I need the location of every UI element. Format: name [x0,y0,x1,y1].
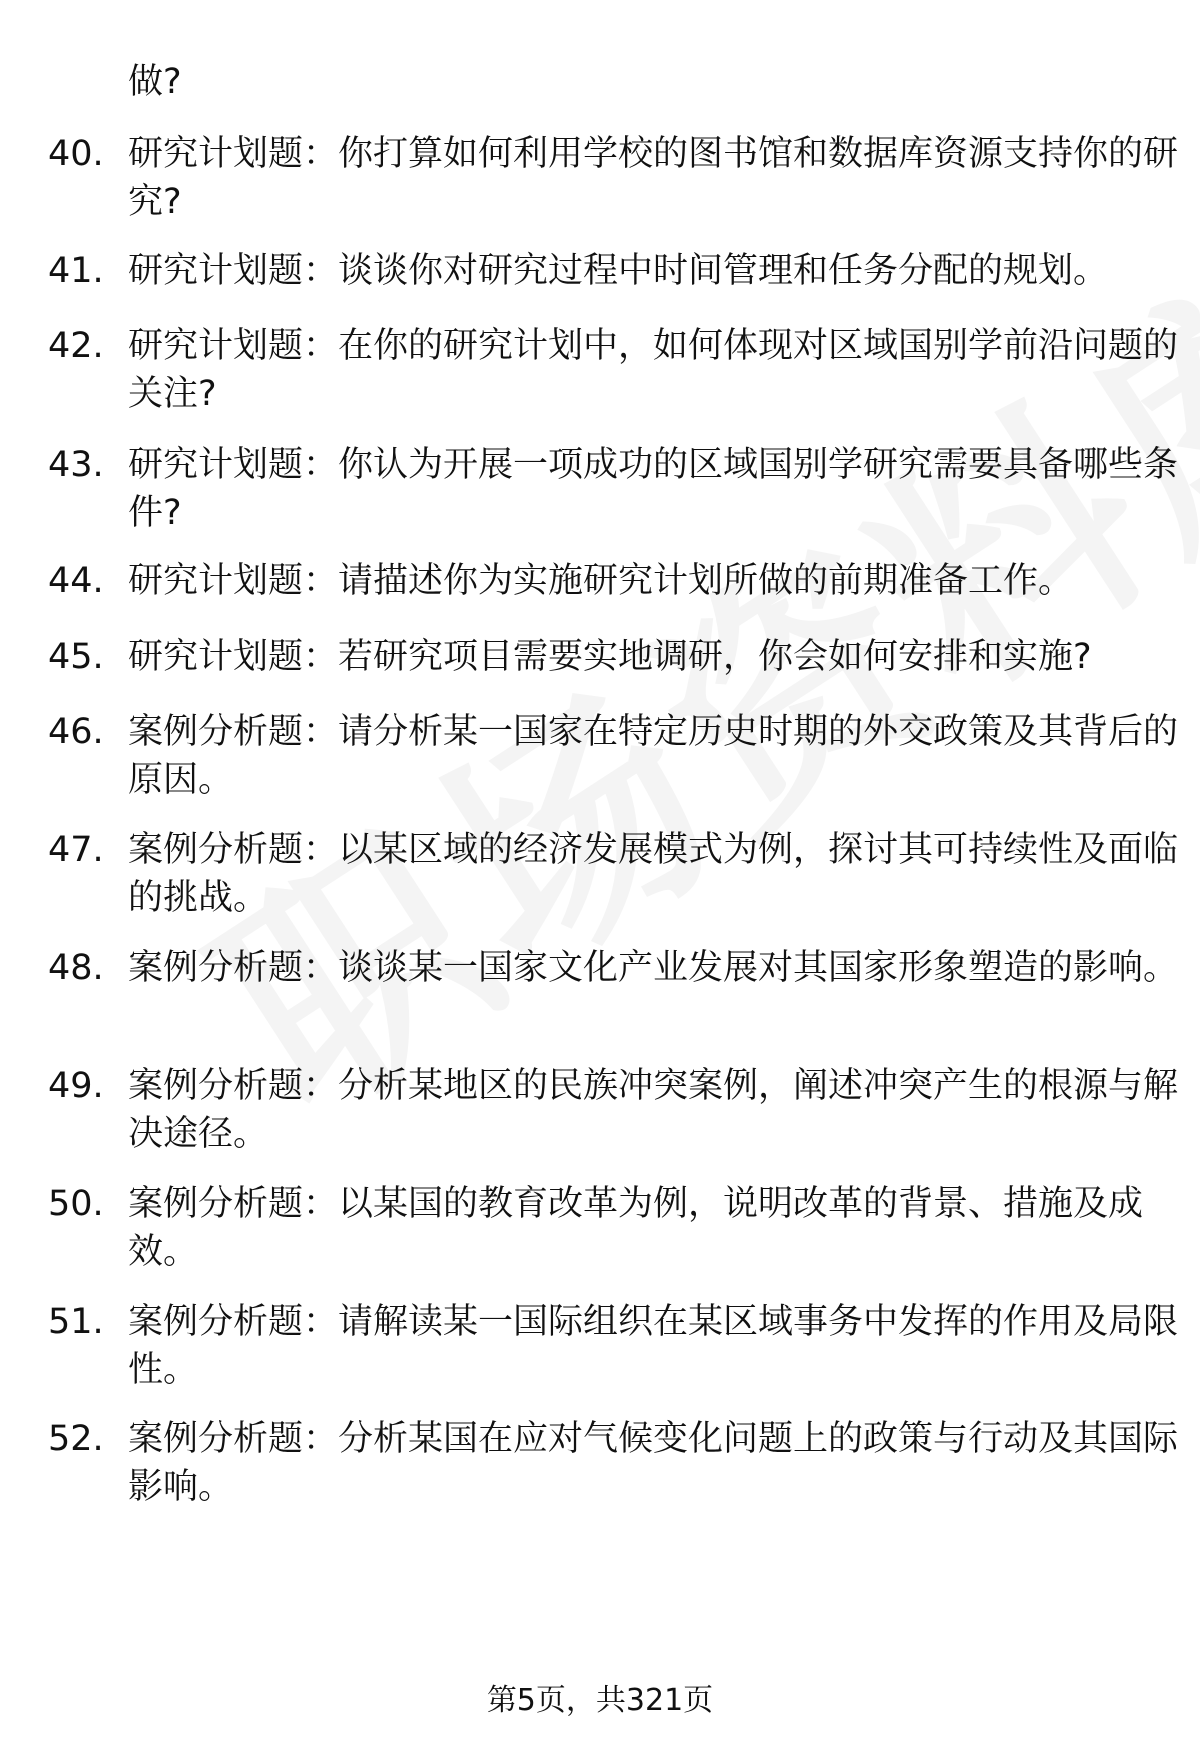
item-number: 52. [48,1419,104,1459]
item-text: 研究计划题：请描述你为实施研究计划所做的前期准备工作。 [128,561,1074,601]
item-text: 研究计划题：你打算如何利用学校的图书馆和数据库资源支持你的研究? [128,134,1179,222]
item-text: 案例分析题：分析某国在应对气候变化问题上的政策与行动及其国际影响。 [128,1419,1179,1507]
item-number: 45. [48,637,104,677]
list-item [48,58,1158,106]
item-number: 50. [48,1184,104,1224]
list-item [48,1062,1179,1158]
item-number: 51. [48,1302,104,1342]
list-item [48,826,1179,922]
item-number: 49. [48,1066,104,1106]
list-item [48,322,1179,418]
item-text: 案例分析题：请解读某一国际组织在某区域事务中发挥的作用及局限性。 [128,1302,1179,1390]
list-item [48,247,1158,295]
item-number: 40. [48,134,104,174]
item-text: 案例分析题：请分析某一国家在特定历史时期的外交政策及其背后的原因。 [128,712,1179,800]
item-text: 案例分析题：以某区域的经济发展模式为例，探讨其可持续性及面临的挑战。 [128,830,1179,918]
item-text: 研究计划题：你认为开展一项成功的区域国别学研究需要具备哪些条件? [128,445,1179,533]
item-number: 43. [48,445,104,485]
list-item [48,1415,1179,1511]
item-text: 案例分析题：分析某地区的民族冲突案例，阐述冲突产生的根源与解决途径。 [128,1066,1179,1154]
list-item [48,441,1179,537]
item-number: 42. [48,326,104,366]
item-number: 47. [48,830,104,870]
item-number: 44. [48,561,104,601]
list-item [48,708,1179,804]
item-number: 48. [48,948,104,988]
item-text: 研究计划题：谈谈你对研究过程中时间管理和任务分配的规划。 [128,251,1109,291]
item-text: 研究计划题：在你的研究计划中，如何体现对区域国别学前沿问题的关注? [128,326,1179,414]
item-text: 做? [128,62,182,102]
list-item [48,1180,1158,1276]
item-text: 研究计划题：若研究项目需要实地调研，你会如何安排和实施? [128,637,1092,677]
item-text: 案例分析题：谈谈某一国家文化产业发展对其国家形象塑造的影响。 [128,948,1179,988]
page-footer: 第5页，共321页 [486,1683,714,1718]
item-text: 案例分析题：以某国的教育改革为例，说明改革的背景、措施及成效。 [128,1184,1144,1272]
list-item [48,130,1179,226]
item-number: 41. [48,251,104,291]
list-item [48,944,1179,992]
list-item [48,633,1158,681]
item-number: 46. [48,712,104,752]
list-item [48,557,1158,605]
list-item [48,1298,1179,1394]
